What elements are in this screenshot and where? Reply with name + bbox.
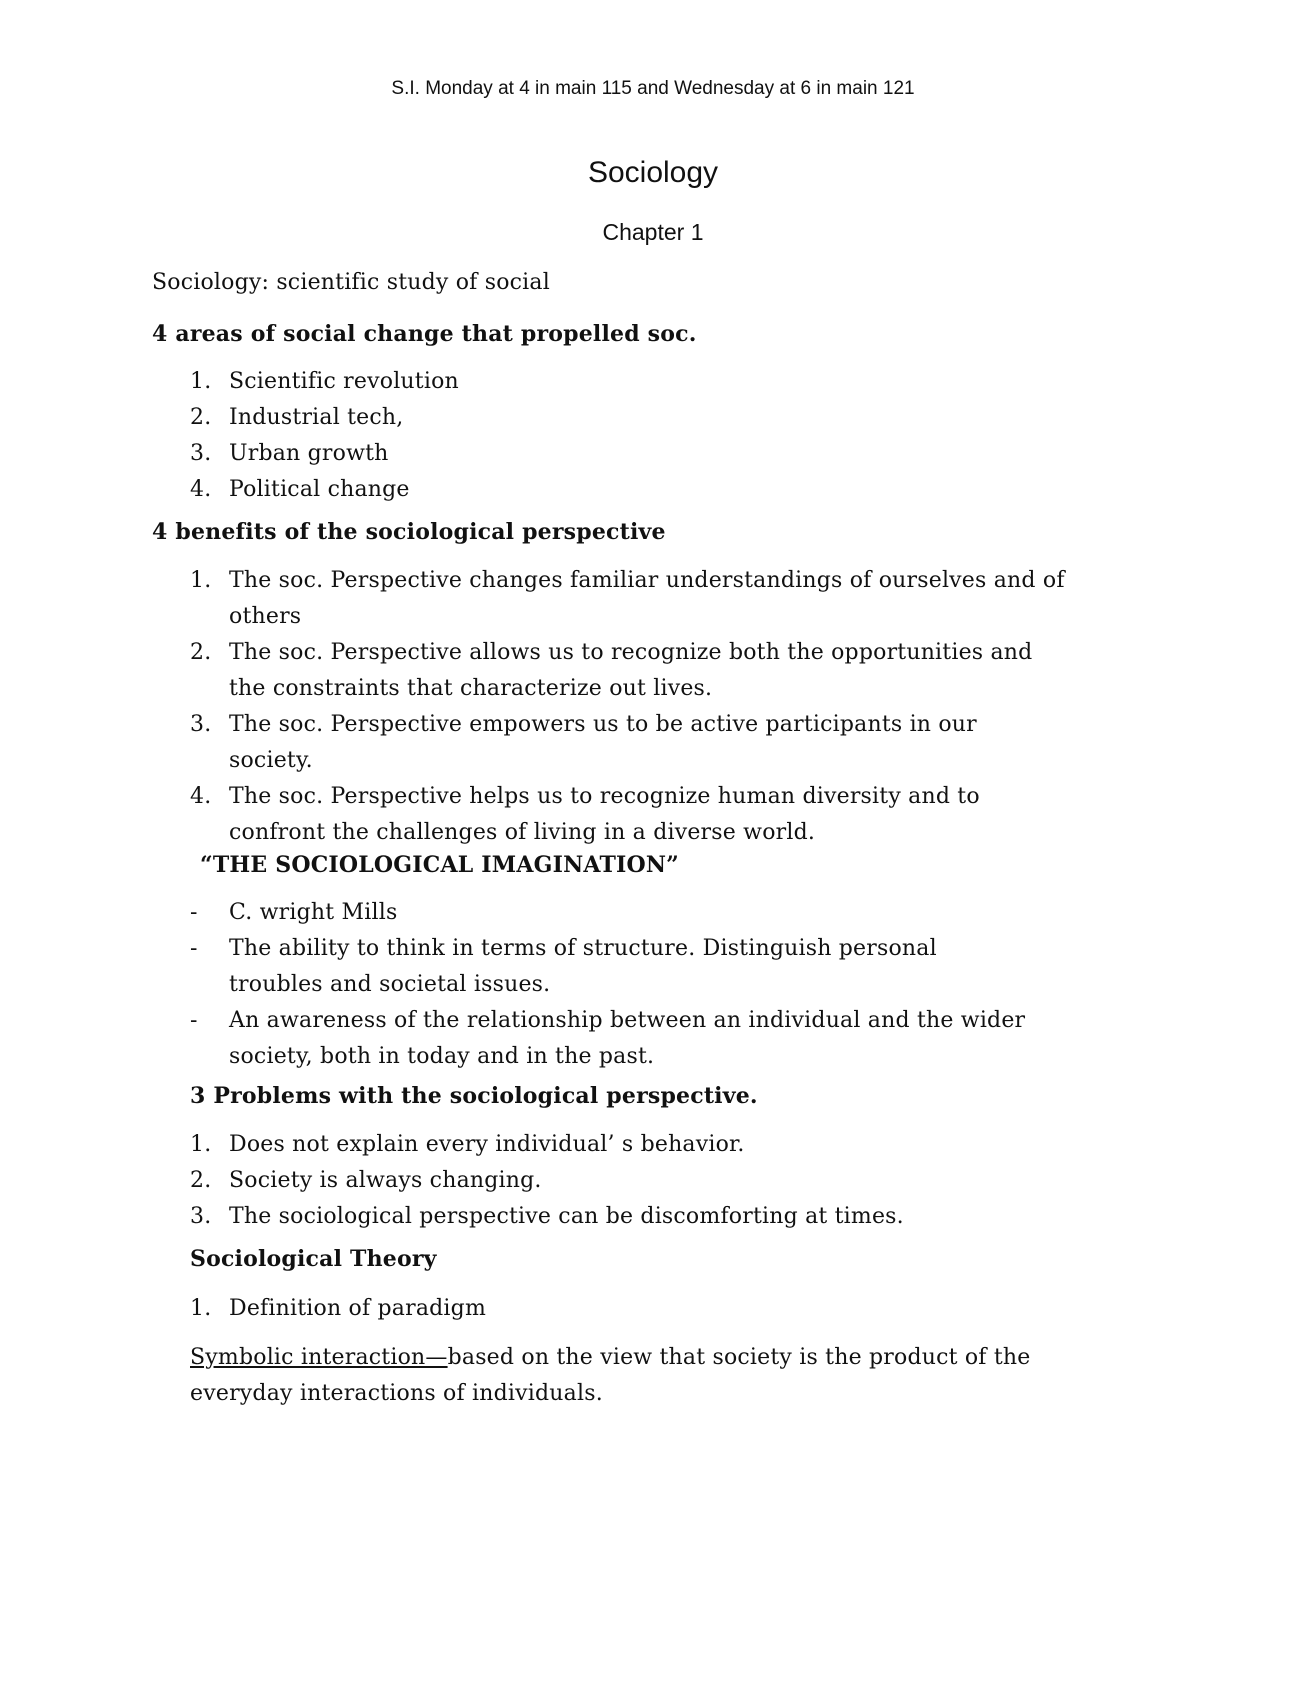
list-dash: - — [190, 900, 198, 925]
list-item-line: The soc. Perspective allows us to recognize both the opportunities and — [229, 640, 1033, 665]
list-item-text: Definition of paradigm — [229, 1296, 487, 1321]
list-item-line: society, both in today and in the past. — [229, 1044, 655, 1069]
list-number: 2. — [190, 640, 212, 665]
section-social-change-heading: 4 areas of social change that propelled soc. — [152, 321, 697, 347]
list-number: 3. — [190, 712, 212, 737]
list-item — [152, 472, 1152, 508]
list-item-line: others — [229, 604, 302, 629]
symbolic-interaction-text: based on the view that society is the product of the — [447, 1345, 1031, 1370]
social-change-list — [152, 364, 1152, 508]
section-imagination-heading: “THE SOCIOLOGICAL IMAGINATION” — [200, 852, 680, 878]
list-item — [152, 635, 1152, 707]
list-number: 3. — [190, 1204, 212, 1229]
list-dash: - — [190, 936, 198, 961]
list-item — [152, 400, 1152, 436]
list-item-text: The sociological perspective can be discomforting at times. — [229, 1204, 904, 1229]
list-item-text: Urban growth — [229, 441, 389, 466]
section-problems-heading: 3 Problems with the sociological perspective. — [190, 1083, 758, 1109]
imagination-list — [152, 895, 1152, 1075]
list-number: 2. — [190, 405, 212, 430]
list-item — [152, 1199, 1152, 1235]
list-number: 1. — [190, 568, 212, 593]
list-item — [152, 436, 1152, 472]
list-item-line: confront the challenges of living in a diverse world. — [229, 820, 816, 845]
list-item-text: Society is always changing. — [229, 1168, 542, 1193]
section-benefits-heading: 4 benefits of the sociological perspective — [152, 519, 666, 545]
list-item — [152, 779, 1152, 851]
list-number: 4. — [190, 477, 212, 502]
list-item-text: Does not explain every individual’ s behavior. — [229, 1132, 745, 1157]
symbolic-interaction-term: Symbolic interaction— — [190, 1345, 448, 1370]
theory-list — [152, 1291, 1152, 1327]
list-number: 4. — [190, 784, 212, 809]
list-item — [152, 931, 1152, 1003]
list-number: 3. — [190, 441, 212, 466]
list-number: 2. — [190, 1168, 212, 1193]
list-number: 1. — [190, 369, 212, 394]
list-item-line: society. — [229, 748, 313, 773]
list-item — [152, 1163, 1152, 1199]
list-item-line: The soc. Perspective helps us to recognize human diversity and to — [229, 784, 980, 809]
list-number: 1. — [190, 1132, 212, 1157]
list-item — [152, 1291, 1152, 1327]
list-item-text: Scientific revolution — [229, 369, 459, 394]
symbolic-interaction-paragraph — [190, 1340, 1150, 1412]
list-item — [152, 1127, 1152, 1163]
list-item-line: The ability to think in terms of structure. Distinguish personal — [229, 936, 937, 961]
sociology-definition: Sociology: scientific study of social — [152, 270, 550, 295]
problems-list — [152, 1127, 1152, 1235]
list-item — [152, 707, 1152, 779]
list-item — [152, 895, 1152, 931]
list-dash: - — [190, 1008, 198, 1033]
list-item-line: troubles and societal issues. — [229, 972, 551, 997]
list-item-line: An awareness of the relationship between an individual and the wider — [229, 1008, 1026, 1033]
list-item — [152, 364, 1152, 400]
list-item-line: the constraints that characterize out lives. — [229, 676, 713, 701]
symbolic-interaction-text-line2: everyday interactions of individuals. — [190, 1381, 603, 1406]
list-item-text: Industrial tech, — [229, 405, 404, 430]
document-title: Sociology — [587, 156, 719, 189]
header-note: S.I. Monday at 4 in main 115 and Wednesday at 6 in main 121 — [391, 78, 915, 99]
list-item — [152, 1003, 1152, 1075]
section-theory-heading: Sociological Theory — [190, 1246, 437, 1272]
list-item-line: C. wright Mills — [229, 900, 398, 925]
list-number: 1. — [190, 1296, 212, 1321]
list-item — [152, 563, 1152, 635]
chapter-subtitle: Chapter 1 — [602, 219, 704, 245]
benefits-list — [152, 563, 1152, 851]
list-item-line: The soc. Perspective empowers us to be active participants in our — [229, 712, 977, 737]
list-item-text: Political change — [229, 477, 410, 502]
list-item-line: The soc. Perspective changes familiar understandings of ourselves and of — [229, 568, 1065, 593]
